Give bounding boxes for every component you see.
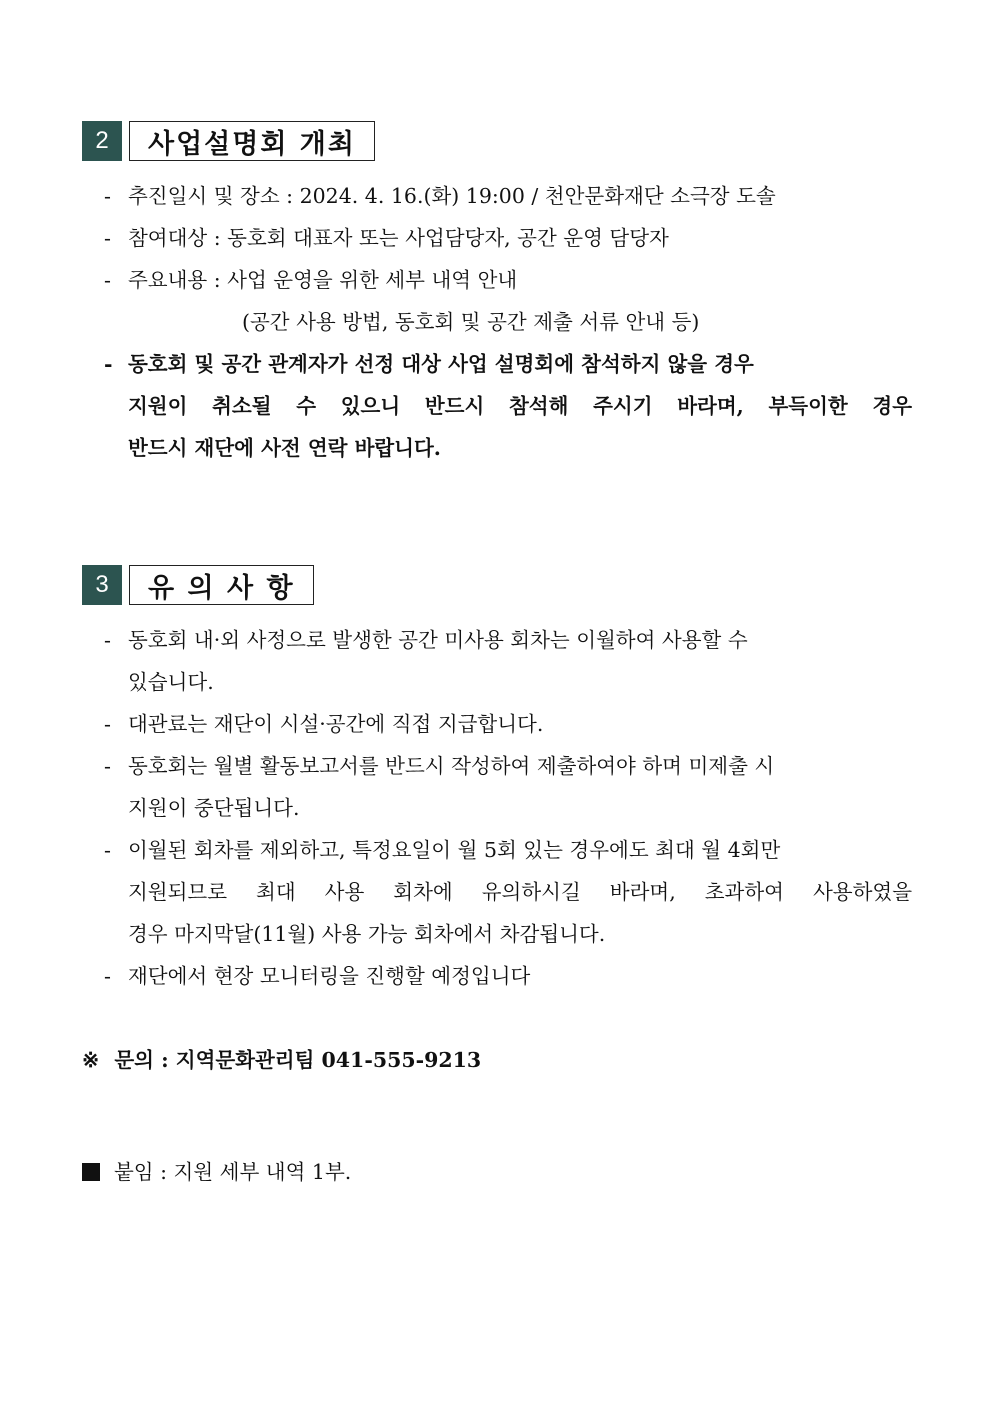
bold-notice-line: 지원이 취소될 수 있으니 반드시 참석해 주시기 바라며, 부득이한 경우 — [128, 394, 912, 418]
bold-notice-line: 반드시 재단에 사전 연락 바랍니다. — [128, 436, 441, 460]
inquiry-line — [82, 1046, 481, 1074]
list-item-continuation: 지원되므로 최대 사용 회차에 유의하시길 바라며, 초과하여 사용하였을 — [128, 880, 912, 904]
list-item-continuation: 경우 마지막달(11월) 사용 가능 회차에서 차감됩니다. — [128, 922, 606, 946]
inquiry-text: 문의 : 지역문화관리팀 041-555-9213 — [114, 1048, 482, 1072]
list-item: - 추진일시 및 장소 : 2024. 4. 16.(화) 19:00 / 천안문화재단 소극장 도솔 — [104, 184, 776, 208]
square-bullet-icon — [82, 1163, 100, 1181]
list-item: - 동호회는 월별 활동보고서를 반드시 작성하여 제출하여야 하며 미제출 시 — [104, 754, 775, 778]
attachment-line — [82, 1158, 351, 1186]
sub-note: (공간 사용 방법, 동호회 및 공간 제출 서류 안내 등) — [242, 310, 700, 334]
attachment-text: 붙임 : 지원 세부 내역 1부. — [114, 1160, 352, 1184]
list-item-continuation: 지원이 중단됩니다. — [128, 796, 300, 820]
bold-notice-line: - 동호회 및 공간 관계자가 선정 대상 사업 설명회에 참석하지 않을 경우 — [104, 352, 754, 376]
list-item: - 동호회 내·외 사정으로 발생한 공간 미사용 회차는 이월하여 사용할 수 — [104, 628, 748, 652]
reference-mark: ※ — [82, 1048, 100, 1072]
section-2-header — [82, 120, 375, 162]
section-3-header — [82, 564, 314, 606]
list-item-continuation: 있습니다. — [128, 670, 214, 694]
section-3-title: 유 의 사 항 — [129, 565, 314, 605]
list-item: - 대관료는 재단이 시설·공간에 직접 지급합니다. — [104, 712, 544, 736]
section-2-number: 2 — [82, 121, 122, 161]
list-item: - 재단에서 현장 모니터링을 진행할 예정입니다 — [104, 964, 531, 988]
list-item: - 참여대상 : 동호회 대표자 또는 사업담당자, 공간 운영 담당자 — [104, 226, 669, 250]
section-2-title: 사업설명회 개최 — [129, 121, 375, 161]
section-3-number: 3 — [82, 565, 122, 605]
list-item: - 이월된 회차를 제외하고, 특정요일이 월 5회 있는 경우에도 최대 월 4회만 — [104, 838, 781, 862]
list-item: - 주요내용 : 사업 운영을 위한 세부 내역 안내 — [104, 268, 518, 292]
